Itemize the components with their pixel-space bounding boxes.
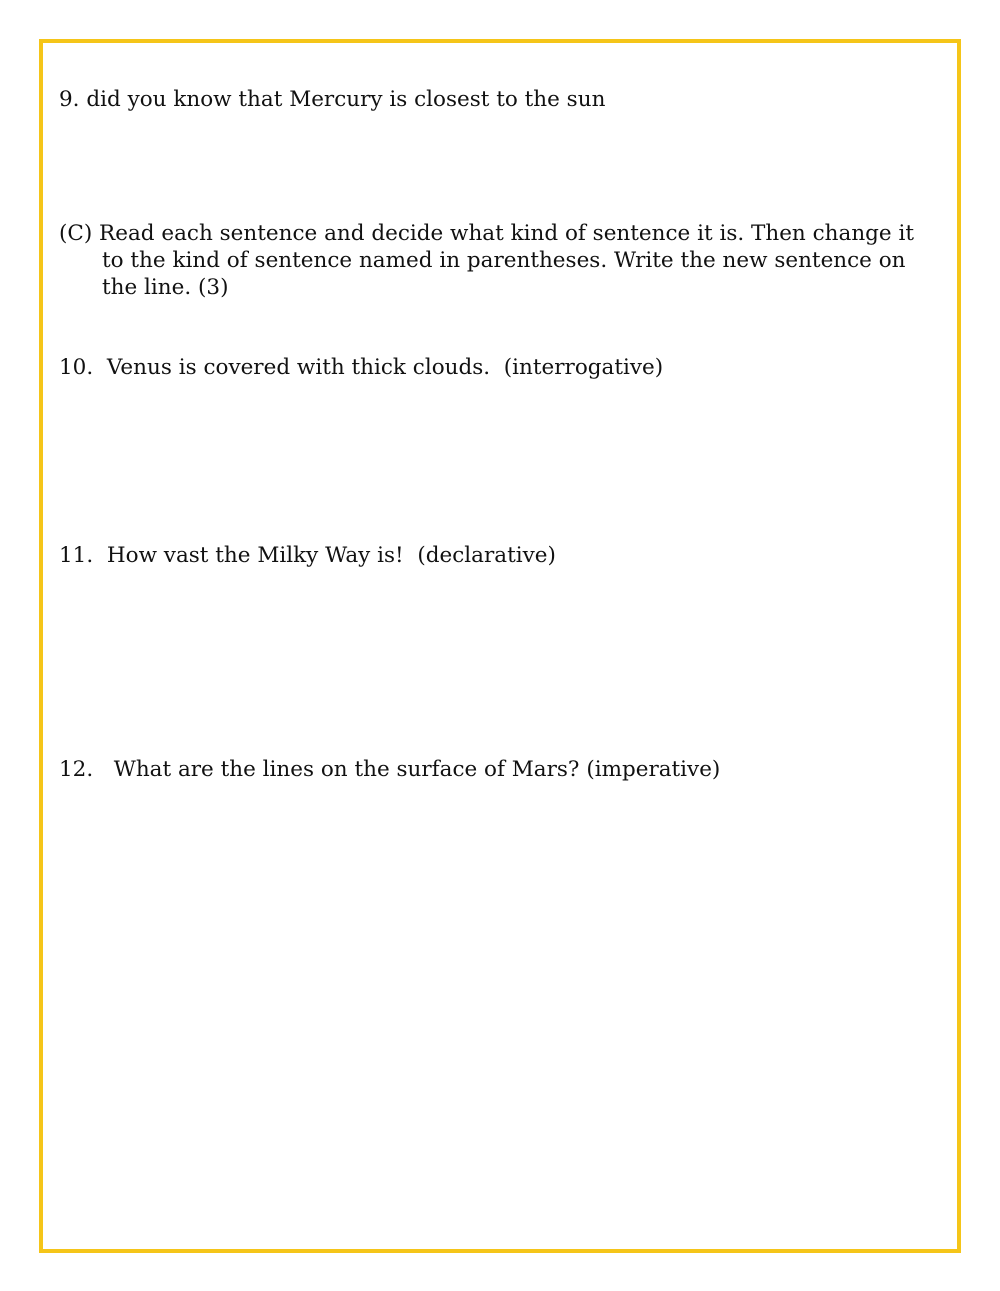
instructions-line-2: to the kind of sentence named in parentheses. Write the new sentence on [102,248,906,273]
question-11-sentence: How vast the Milky Way is! [106,543,404,568]
question-12-type: (imperative) [586,757,721,782]
question-10-type: (interrogative) [503,355,664,380]
question-10-number: 10. [59,355,94,380]
question-12-sentence: What are the lines on the surface of Mars? [113,757,580,782]
question-11 [59,542,556,569]
question-12 [59,756,720,783]
question-10 [59,354,663,381]
instructions-line-1: (C) Read each sentence and decide what kind of sentence it is. Then change it [59,221,915,246]
question-11-type: (declarative) [417,543,556,568]
question-12-number: 12. [59,757,94,782]
section-c-instructions [59,220,939,301]
instructions-line-3: the line. (3) [102,275,229,300]
question-11-number: 11. [59,543,94,568]
question-9-text: 9. did you know that Mercury is closest to the sun [59,87,606,112]
question-9 [59,86,605,113]
question-10-sentence: Venus is covered with thick clouds. [106,355,491,380]
